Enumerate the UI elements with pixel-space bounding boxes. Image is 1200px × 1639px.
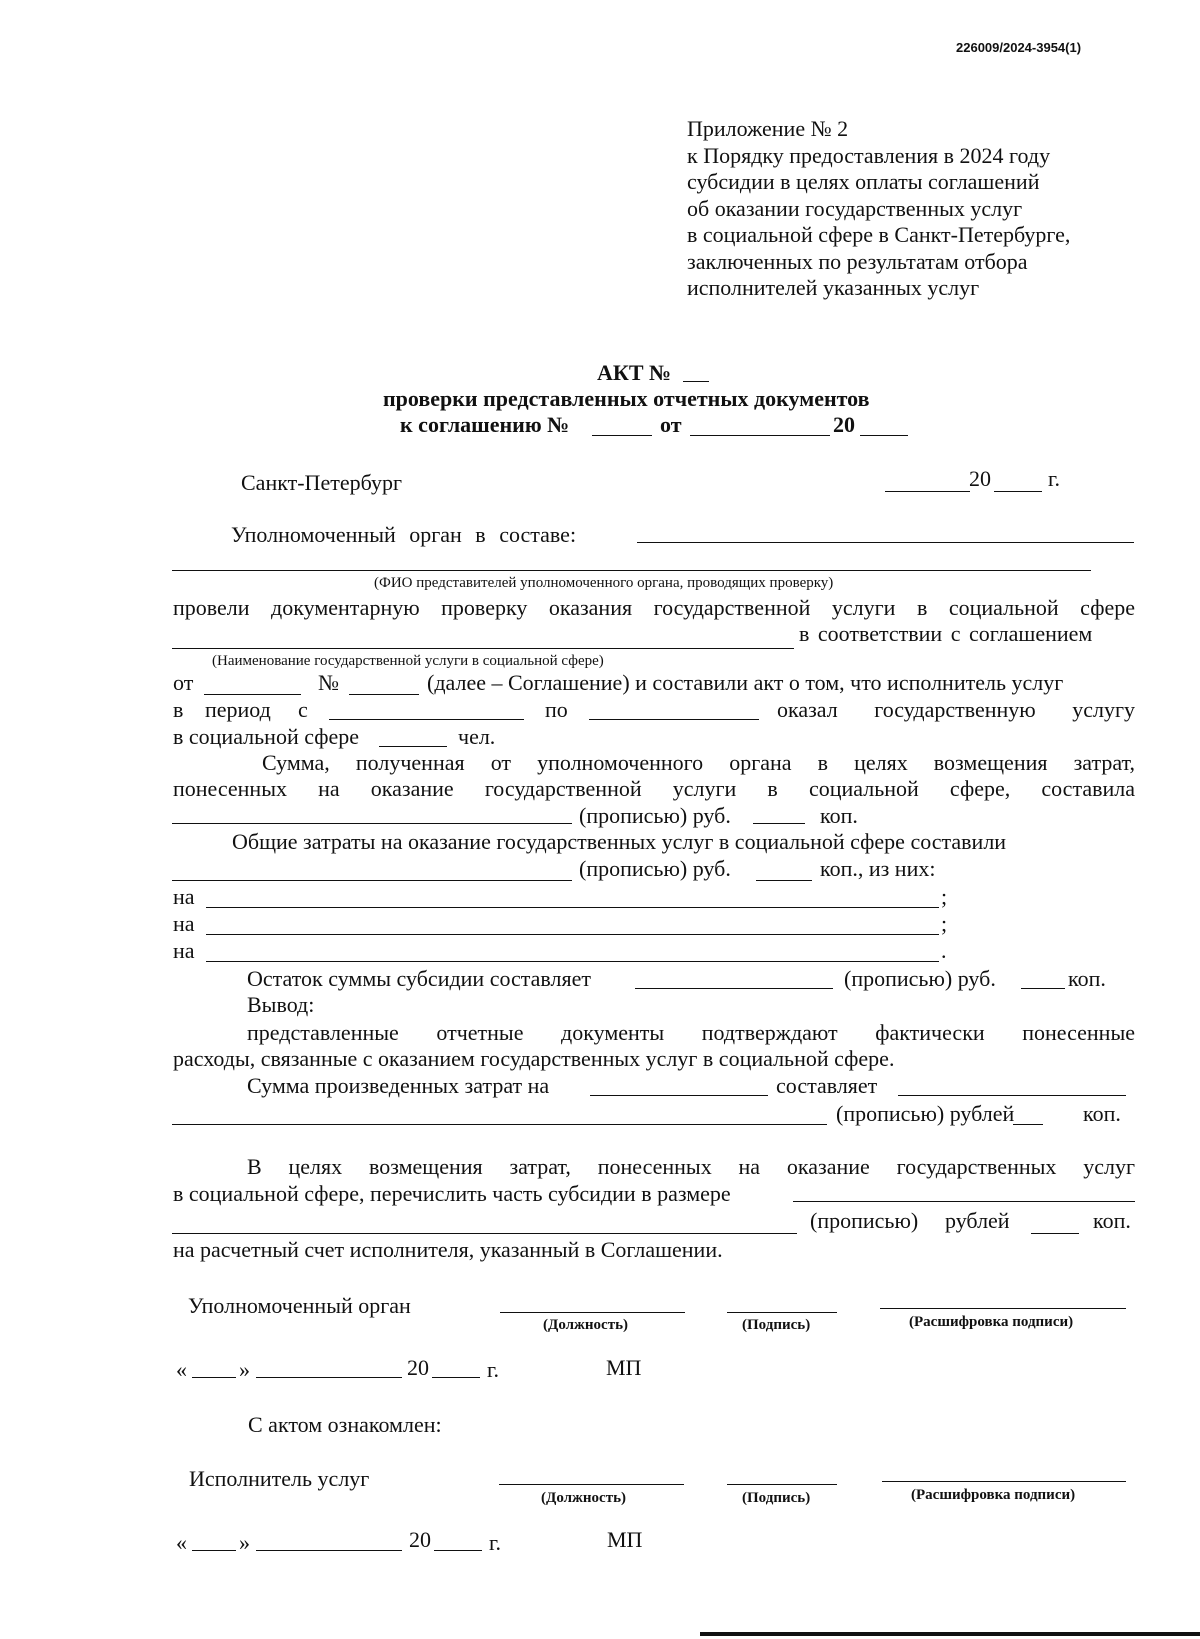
transfer-amount-field[interactable] — [793, 1201, 1135, 1202]
quote-open: « — [176, 1530, 187, 1555]
persons-unit: чел. — [458, 724, 496, 749]
agreement-date-blank[interactable] — [690, 435, 830, 436]
from-label: от — [173, 670, 194, 695]
commission-label: Уполномоченный орган в составе: — [231, 522, 577, 547]
period-label: период — [205, 697, 271, 722]
appendix-line: заключенных по результатам отбора — [687, 248, 1028, 274]
year-suffix: г. — [487, 1357, 500, 1382]
year-field[interactable] — [432, 1377, 480, 1378]
rubles-label: рублей — [945, 1208, 1010, 1233]
cost-item-label: на — [173, 938, 195, 963]
body-line: понесенных на оказание государственной услуги в социальной сфере, составила — [173, 776, 1135, 801]
persons-count-field[interactable] — [379, 746, 447, 747]
signature-field[interactable] — [727, 1312, 837, 1313]
document-id: 226009/2024-3954(1) — [956, 40, 1082, 55]
agreement-year-blank[interactable] — [860, 435, 908, 436]
spent-words-label: (прописью) рублей — [836, 1101, 1015, 1126]
appendix-line: субсидии в целях оплаты соглашений — [687, 169, 1040, 194]
appendix-line: исполнителей указанных услуг — [687, 275, 980, 300]
received-kopecks-field[interactable] — [753, 823, 805, 824]
act-number-blank[interactable] — [683, 381, 709, 382]
total-costs-field[interactable] — [172, 880, 572, 881]
cost-item-label: на — [173, 911, 195, 936]
spent-sum-words-field[interactable] — [172, 1124, 827, 1125]
kopecks-label: коп. — [1068, 966, 1106, 991]
body-line: в социальной сфере — [173, 724, 360, 749]
city: Санкт-Петербург — [241, 470, 402, 495]
remainder-words-label: (прописью) руб. — [844, 966, 996, 991]
total-kopecks-field[interactable] — [756, 880, 812, 881]
transfer-words-label: (прописью) — [810, 1208, 919, 1233]
body-line: провели документарную проверку оказания государственной услуги в социальной сфере — [173, 595, 1135, 620]
cost-item-field[interactable] — [206, 934, 939, 935]
received-sum-words-label: (прописью) руб. — [579, 803, 731, 828]
service-provider-label: Исполнитель услуг — [189, 1466, 370, 1491]
kopecks-label: коп., из них: — [820, 856, 936, 881]
commission-members-blank-2[interactable] — [172, 570, 1091, 571]
transfer-amount-words-field[interactable] — [172, 1233, 797, 1234]
stamp-place: МП — [607, 1527, 643, 1552]
commission-note: (ФИО представителей уполномоченного органа, проводящих проверку) — [374, 575, 834, 591]
agreement-number-field[interactable] — [349, 694, 419, 695]
quote-open: « — [176, 1357, 187, 1382]
body-line: Общие затраты на оказание государственных услуг в социальной сфере составили — [232, 829, 1007, 854]
appendix-line: об оказании государственных услуг — [687, 195, 1023, 221]
position-caption: (Должность) — [541, 1490, 627, 1506]
act-year-blank[interactable] — [994, 491, 1042, 492]
body-line: Сумма, полученная от уполномоченного органа в целях возмещения затрат, — [262, 750, 1135, 775]
received-sum-field[interactable] — [172, 823, 572, 824]
agreement-year-prefix: 20 — [833, 412, 855, 437]
appendix-block — [687, 116, 1070, 302]
month-field[interactable] — [256, 1377, 402, 1378]
body-line: оказал государственную услугу — [777, 697, 1135, 722]
body-line: Сумма произведенных затрат на — [247, 1073, 550, 1098]
remainder-kopecks-field[interactable] — [1021, 988, 1065, 989]
cost-item-label: на — [173, 884, 195, 909]
kopecks-label: коп. — [1093, 1208, 1131, 1233]
body-line: (далее – Соглашение) и составили акт о том, что исполнитель услуг — [427, 670, 1064, 695]
body-line: Остаток суммы субсидии составляет — [247, 966, 592, 991]
agreement-number-blank[interactable] — [592, 435, 652, 436]
period-start-field[interactable] — [329, 719, 524, 720]
in-label: в — [173, 697, 184, 722]
cost-item-field[interactable] — [206, 961, 939, 962]
position-field[interactable] — [500, 1312, 685, 1313]
act-year-suffix: г. — [1048, 466, 1061, 491]
body-line: расходы, связанные с оказанием государственных услуг в социальной сфере. — [173, 1046, 895, 1071]
signature-caption: (Подпись) — [742, 1317, 811, 1333]
quote-close: » — [239, 1357, 250, 1382]
act-title: АКТ № — [597, 360, 672, 385]
position-field[interactable] — [499, 1484, 684, 1485]
commission-members-blank[interactable] — [637, 542, 1134, 543]
conclusion-heading: Вывод: — [247, 992, 315, 1017]
year-field[interactable] — [434, 1550, 482, 1551]
spent-period-field[interactable] — [590, 1095, 768, 1096]
cost-item-field[interactable] — [206, 907, 939, 908]
body-line: представленные отчетные документы подтверждают фактически понесенные — [247, 1020, 1135, 1045]
month-field[interactable] — [256, 1550, 402, 1551]
signature-decoding-field[interactable] — [882, 1481, 1126, 1482]
page-edge-rule — [700, 1632, 1200, 1636]
remainder-field[interactable] — [635, 988, 833, 989]
from-date-label: с — [298, 697, 308, 722]
act-year-prefix: 20 — [969, 466, 991, 491]
transfer-kopecks-field[interactable] — [1031, 1233, 1079, 1234]
act-subtitle: проверки представленных отчетных документов — [383, 386, 870, 411]
spent-kopecks-field[interactable] — [1013, 1124, 1043, 1125]
signature-caption: (Подпись) — [742, 1490, 811, 1506]
body-line: составляет — [776, 1073, 878, 1098]
agreement-reference-text: в соответствии с соглашением — [799, 621, 1093, 646]
service-name-note: (Наименование государственной услуги в социальной сфере) — [212, 653, 604, 669]
day-field[interactable] — [192, 1377, 236, 1378]
acknowledged-label: С актом ознакомлен: — [248, 1412, 442, 1437]
signature-field[interactable] — [727, 1484, 837, 1485]
year-prefix: 20 — [409, 1527, 431, 1552]
appendix-line: к Порядку предоставления в 2024 году — [687, 142, 1051, 168]
agreement-date-label: от — [660, 412, 682, 437]
period-mark: . — [941, 938, 947, 963]
position-caption: (Должность) — [543, 1317, 629, 1333]
period-end-field[interactable] — [589, 719, 759, 720]
appendix-line: в социальной сфере в Санкт-Петербурге, — [687, 222, 1071, 247]
signature-decoding-field[interactable] — [880, 1308, 1126, 1309]
appendix-line: Приложение № 2 — [687, 116, 849, 141]
authorized-body-label: Уполномоченный орган — [188, 1293, 411, 1318]
semicolon: ; — [941, 884, 948, 909]
year-suffix: г. — [489, 1530, 502, 1555]
number-sign: № — [318, 670, 339, 695]
act-date-blank[interactable] — [885, 491, 970, 492]
spent-sum-field[interactable] — [898, 1095, 1126, 1096]
body-line: В целях возмещения затрат, понесенных на оказание государственных услуг — [247, 1154, 1135, 1179]
signature-decoding-caption: (Расшифровка подписи) — [909, 1314, 1074, 1330]
stamp-place: МП — [606, 1355, 642, 1380]
day-field[interactable] — [192, 1550, 236, 1551]
signature-decoding-caption: (Расшифровка подписи) — [911, 1487, 1076, 1503]
kopecks-label: коп. — [1083, 1101, 1121, 1126]
service-name-blank[interactable] — [172, 648, 794, 649]
total-costs-words-label: (прописью) руб. — [579, 856, 731, 881]
quote-close: » — [239, 1530, 250, 1555]
body-line: на расчетный счет исполнителя, указанный в Соглашении. — [173, 1237, 723, 1262]
semicolon: ; — [941, 911, 948, 936]
body-line: в социальной сфере, перечислить часть субсидии в размере — [173, 1181, 731, 1206]
kopecks-label: коп. — [820, 803, 858, 828]
year-prefix: 20 — [407, 1355, 429, 1380]
agreement-date-field[interactable] — [204, 694, 301, 695]
to-date-label: по — [545, 697, 568, 722]
agreement-ref-label: к соглашению № — [400, 412, 570, 437]
